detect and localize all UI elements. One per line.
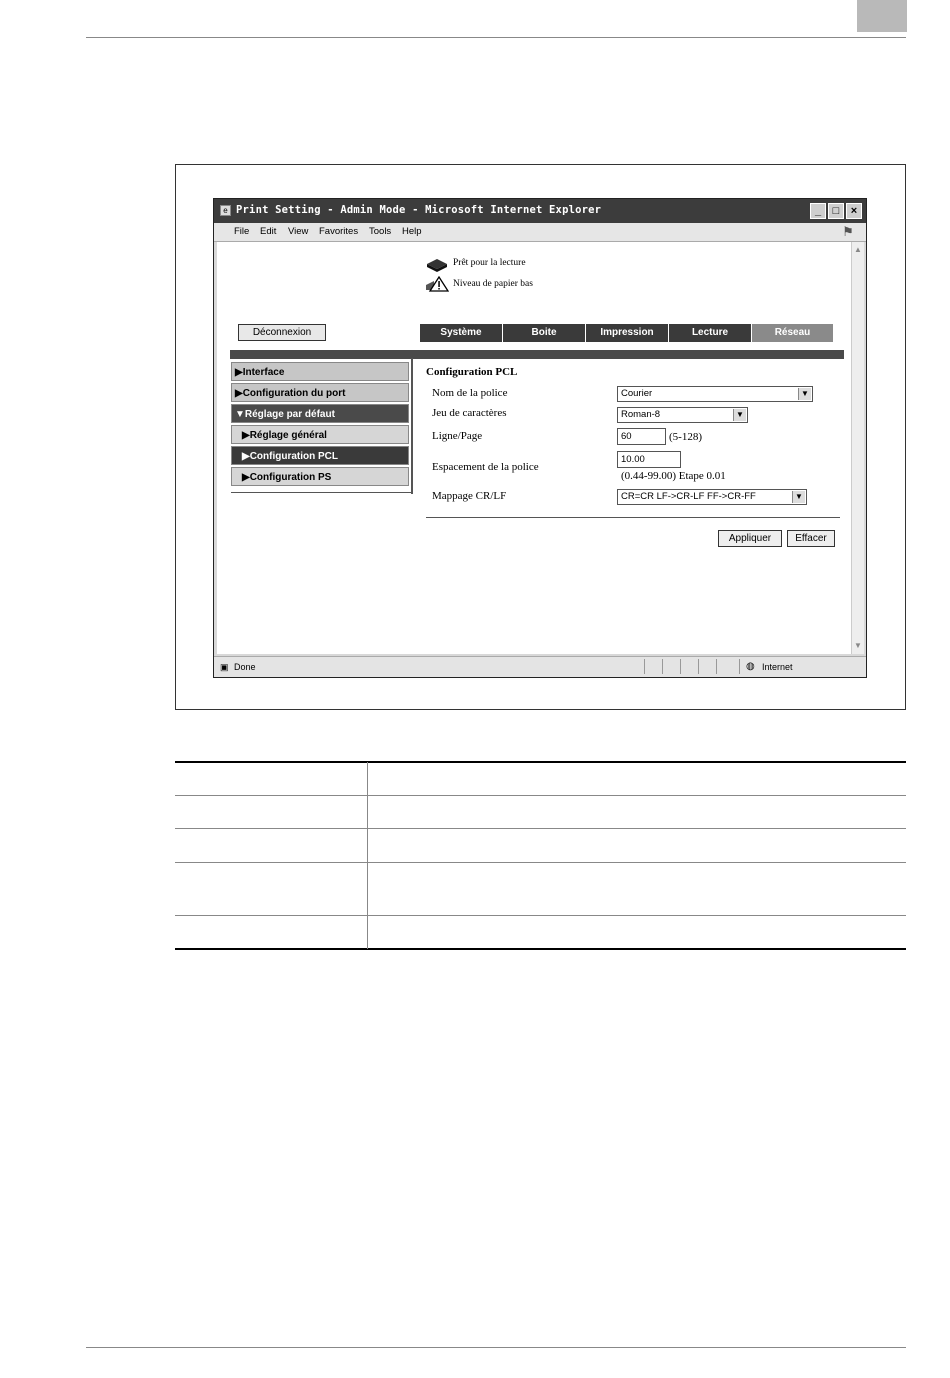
maximize-button[interactable]: □ [828,203,844,219]
table-column-divider [367,762,368,949]
globe-icon: ◍ [746,661,755,672]
table-row-rule [175,795,906,796]
crlf-label: Mappage CR/LF [432,490,507,502]
close-button[interactable]: × [846,203,862,219]
tab-reseau[interactable]: Réseau [752,324,834,342]
font-name-label: Nom de la police [432,387,508,399]
pitch-label: Espacement de la police [432,461,539,473]
menu-bar [214,223,866,242]
table-bottom-rule [175,948,906,950]
chevron-down-icon: ▼ [733,409,746,421]
pitch-input[interactable]: 10.00 [617,451,681,468]
windows-logo-icon: ⚑ [842,224,854,239]
zone-text: Internet [762,662,793,672]
form-rule [426,517,840,518]
tab-boite[interactable]: Boite [503,324,586,342]
lines-label: Ligne/Page [432,430,483,442]
sidebar-item-interface[interactable]: ▶Interface [231,362,409,381]
charset-value: Roman-8 [621,409,661,420]
tab-impression[interactable]: Impression [586,324,669,342]
menu-tools[interactable]: Tools [369,226,392,237]
table-row-rule [175,828,906,829]
status-bar [214,656,866,677]
crlf-value: CR=CR LF->CR-LF FF->CR-FF [621,491,756,502]
header-band [230,350,844,359]
title-bar [214,199,866,223]
vertical-scrollbar[interactable] [851,242,864,654]
table-row-rule [175,862,906,863]
font-name-value: Courier [621,388,653,399]
minimize-button[interactable]: _ [810,203,826,219]
table-row-rule [175,915,906,916]
menu-help[interactable]: Help [402,226,422,237]
lines-input[interactable]: 60 [617,428,666,445]
charset-label: Jeu de caractères [432,407,507,419]
printer-icon [425,256,449,272]
pitch-hint: (0.44-99.00) Etape 0.01 [621,470,726,482]
menu-view[interactable]: View [288,226,309,237]
scroll-down-icon[interactable]: ▼ [854,641,862,650]
sidebar-bottom-rule [231,492,411,493]
page-done-icon: ▣ [220,662,229,672]
apply-button[interactable]: Appliquer [718,530,782,547]
page-number-tab [857,0,907,32]
status-text: Done [234,662,256,672]
header-rule [86,37,906,38]
warning-icon [425,276,449,292]
lines-hint: (5-128) [669,431,702,443]
window-title: Print Setting - Admin Mode - Microsoft Internet Explorer [236,204,602,216]
sidebar-item-reglage-par-defaut[interactable]: ▼Réglage par défaut [231,404,409,423]
page-content [217,242,851,654]
tab-systeme[interactable]: Système [420,324,503,342]
menu-file[interactable]: File [234,226,250,237]
chevron-down-icon: ▼ [798,388,811,400]
scroll-up-icon[interactable]: ▲ [854,245,862,254]
ie-icon: e [220,205,231,216]
menu-favorites[interactable]: Favorites [319,226,359,237]
font-name-select[interactable] [617,386,813,402]
sidebar-item-reglage-general[interactable]: ▶Réglage général [231,425,409,444]
sidebar-divider [411,358,413,494]
status-ready-text: Prêt pour la lecture [453,258,526,268]
sidebar-item-configuration-ps[interactable]: ▶Configuration PS [231,467,409,486]
menu-edit[interactable]: Edit [260,226,277,237]
clear-button[interactable]: Effacer [787,530,835,547]
status-paper-low-text: Niveau de papier bas [453,279,533,289]
chevron-down-icon: ▼ [792,491,805,503]
footer-rule [86,1347,906,1348]
browser-window [213,198,867,678]
crlf-select[interactable] [617,489,807,505]
table-top-rule [175,761,906,763]
form-title: Configuration PCL [426,366,518,378]
sidebar-item-configuration-du-port[interactable]: ▶Configuration du port [231,383,409,402]
logout-button[interactable]: Déconnexion [238,324,326,341]
charset-select[interactable] [617,407,748,423]
tab-lecture[interactable]: Lecture [669,324,752,342]
sidebar-item-configuration-pcl[interactable]: ▶Configuration PCL [231,446,409,465]
